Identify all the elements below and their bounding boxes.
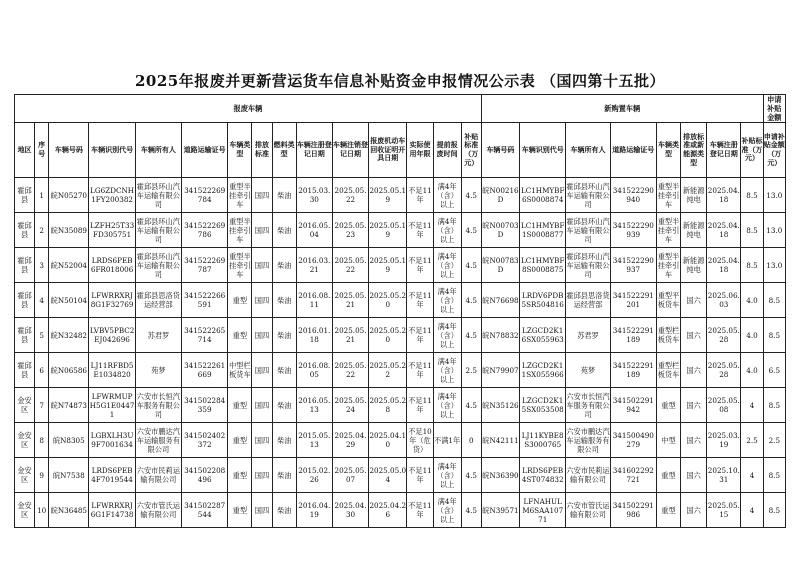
table-cell: 不满1年	[433, 423, 461, 458]
table-cell: 2025.05.15	[707, 493, 741, 528]
table-row	[15, 248, 786, 283]
table-cell: LZGCD2K15SX053508	[520, 388, 566, 423]
table-cell: 皖N35089	[49, 213, 89, 248]
table-cell: 不足11年	[407, 493, 433, 528]
table-row	[15, 178, 786, 213]
table-cell: 2025.04.30	[332, 493, 368, 528]
column-header: 车辆类型	[228, 123, 252, 178]
table-cell: 2025.04.18	[707, 213, 741, 248]
table-cell: 不足11年	[407, 318, 433, 353]
table-row	[15, 283, 786, 318]
table-cell: 满4年（含）以上	[433, 353, 461, 388]
table-cell: 2.5	[461, 353, 481, 388]
table-row	[15, 423, 786, 458]
table-cell: 341522265714	[182, 318, 228, 353]
column-header: 排放标准	[252, 123, 272, 178]
table-cell: 新能源纯电	[681, 248, 707, 283]
table-cell: 341522291189	[610, 318, 656, 353]
table-cell: 341522266591	[182, 283, 228, 318]
table-cell: 341522290937	[610, 248, 656, 283]
table-cell: 2025.05.19	[369, 178, 407, 213]
table-cell: LFWRRXRJ6G1F14738	[89, 493, 135, 528]
table-cell: 4.5	[461, 248, 481, 283]
table-cell: 霍邱县	[15, 353, 35, 388]
table-cell: 六安市民莉运输有限公司	[566, 458, 610, 493]
table-cell: LFWRRXRJ8G1F32769	[89, 283, 135, 318]
table-cell: LJ11RFBD5E1034820	[89, 353, 135, 388]
column-header: 车辆注销登记日期	[332, 123, 368, 178]
table-cell: 重型半挂牵引车	[228, 178, 252, 213]
table-cell: 341502291986	[610, 493, 656, 528]
column-header: 车辆号码	[49, 123, 89, 178]
table-cell: 8.5	[763, 283, 785, 318]
table-cell: 中型	[656, 423, 680, 458]
table-cell: 皖N00783D	[481, 248, 519, 283]
table-cell: LVBV5PBC2EJ042696	[89, 318, 135, 353]
table-cell: LG6ZDCNH1FY200382	[89, 178, 135, 213]
table-cell: 不足11年	[407, 213, 433, 248]
column-header: 车辆类型	[656, 123, 680, 178]
table-cell: 皖N79907	[481, 353, 519, 388]
table-cell: 2025.04.10	[369, 423, 407, 458]
table-cell: 341522291189	[610, 353, 656, 388]
table-cell: 2025.05.28	[369, 388, 407, 423]
table-cell: 金安区	[15, 423, 35, 458]
column-header: 车辆注册登记日期	[296, 123, 332, 178]
table-cell: LFWRMUPH5G1E04471	[89, 388, 135, 423]
table-cell: 8.5	[741, 178, 763, 213]
table-cell: 2025.04.29	[332, 423, 368, 458]
table-cell: 341522269786	[182, 213, 228, 248]
table-cell: 341502402372	[182, 423, 228, 458]
table-cell: 10	[35, 493, 49, 528]
table-cell: 2025.04.26	[369, 493, 407, 528]
table-cell: 霍邱县环山汽车运输有限公司	[135, 248, 181, 283]
table-cell: 7	[35, 388, 49, 423]
table-row	[15, 493, 786, 528]
table-cell: 5	[35, 318, 49, 353]
table-cell: 2016.05.13	[296, 388, 332, 423]
table-cell: 柴油	[272, 178, 296, 213]
table-cell: 4	[741, 458, 763, 493]
table-cell: 中型栏板货车	[228, 353, 252, 388]
table-cell: 2025.06.03	[707, 283, 741, 318]
table-cell: 不足10年（危货）	[407, 423, 433, 458]
table-cell: LRDV6PDB5SR504816	[520, 283, 566, 318]
table-cell: 2016.08.11	[296, 283, 332, 318]
table-cell: 重型半挂牵引车	[656, 248, 680, 283]
table-cell: LZGCD2K16SX055963	[520, 318, 566, 353]
table-cell: 6.5	[763, 353, 785, 388]
table-cell: 不足11年	[407, 248, 433, 283]
table-cell: 重型半挂牵引车	[656, 213, 680, 248]
table-row	[15, 388, 786, 423]
table-cell: LRDS6PEB4ST074832	[520, 458, 566, 493]
table-cell: LC1HMYBF1S0008877	[520, 213, 566, 248]
table-cell: 柴油	[272, 283, 296, 318]
column-header: 车辆号码	[481, 123, 519, 178]
table-cell: 国六	[681, 283, 707, 318]
table-cell: 341522269787	[182, 248, 228, 283]
table-cell: 8.5	[763, 388, 785, 423]
table-cell: 新能源纯电	[681, 213, 707, 248]
table-cell: 重型半挂牵引车	[656, 178, 680, 213]
table-cell: 1	[35, 178, 49, 213]
table-cell: 2025.05.22	[332, 248, 368, 283]
page-title: 2025年报废并更新营运货车信息补贴资金申报情况公示表 （国四第十五批）	[135, 72, 665, 90]
table-cell: 国六	[681, 318, 707, 353]
table-cell: 8.5	[741, 213, 763, 248]
table-cell: 2025.05.28	[707, 353, 741, 388]
table-cell: 苏君罗	[566, 318, 610, 353]
table-cell: 国六	[681, 458, 707, 493]
group-apply: 申请补贴金额	[763, 95, 785, 123]
table-cell: 2025.05.22	[332, 353, 368, 388]
table-cell: 2025.05.28	[707, 318, 741, 353]
table-cell: 0	[461, 423, 481, 458]
group-new: 新购置车辆	[481, 95, 763, 123]
table-cell: 重型	[228, 493, 252, 528]
table-cell: 2025.05.19	[369, 248, 407, 283]
table-cell: 341602292721	[610, 458, 656, 493]
table-cell: 六安市管氏运输有限公司	[135, 493, 181, 528]
column-header: 申请补贴金额（万元）	[763, 123, 785, 178]
table-cell: 341502208496	[182, 458, 228, 493]
table-cell: 霍邱县环山汽车运输有限公司	[566, 178, 610, 213]
table-row	[15, 458, 786, 493]
table-cell: 2.5	[763, 423, 785, 458]
table-cell: 4.0	[741, 353, 763, 388]
table-cell: 2015.05.13	[296, 423, 332, 458]
table-cell: 重型	[228, 388, 252, 423]
table-cell: LC1HMYBF8S0008875	[520, 248, 566, 283]
table-cell: 2025.04.18	[707, 248, 741, 283]
table-cell: 2025.04.18	[707, 178, 741, 213]
table-cell: 苑梦	[135, 353, 181, 388]
table-cell: 2025.05.22	[369, 353, 407, 388]
table-cell: 六安市长恒汽车服务有限公司	[135, 388, 181, 423]
table-cell: 6	[35, 353, 49, 388]
table-cell: 国四	[252, 248, 272, 283]
table-cell: 皖N50104	[49, 283, 89, 318]
column-header: 车辆识别代号	[520, 123, 566, 178]
table-cell: 金安区	[15, 493, 35, 528]
table-cell: 4.5	[461, 283, 481, 318]
table-cell: 霍邱县环山汽车运输有限公司	[566, 213, 610, 248]
column-header: 补贴标准（万元）	[461, 123, 481, 178]
table-cell: 满4年（含）以上	[433, 318, 461, 353]
table-cell: 341502287544	[182, 493, 228, 528]
table-cell: 皖N42111	[481, 423, 519, 458]
table-cell: 满4年（含）以上	[433, 493, 461, 528]
table-cell: LZGCD2K11SX055966	[520, 353, 566, 388]
table-cell: 重型	[228, 318, 252, 353]
group-scrapped: 报废车辆	[15, 95, 482, 123]
table-cell: 2025.05.24	[332, 388, 368, 423]
table-cell: 满4年（含）以上	[433, 388, 461, 423]
table-cell: 皖N39571	[481, 493, 519, 528]
table-row	[15, 318, 786, 353]
column-header: 序号	[35, 123, 49, 178]
table-cell: 4	[741, 493, 763, 528]
table-cell: 六安市民莉运输有限公司	[135, 458, 181, 493]
table-cell: 国六	[681, 388, 707, 423]
table-cell: 皖N05270	[49, 178, 89, 213]
table-cell: 六安市鹏达汽车运输服务有限公司	[566, 423, 610, 458]
table-cell: 苏君罗	[135, 318, 181, 353]
column-header: 提前报废时间	[433, 123, 461, 178]
table-cell: 柴油	[272, 318, 296, 353]
table-cell: 霍邱县	[15, 283, 35, 318]
table-cell: 341522269784	[182, 178, 228, 213]
table-cell: 2016.03.21	[296, 248, 332, 283]
table-cell: 341502291942	[610, 388, 656, 423]
table-cell: 9	[35, 458, 49, 493]
table-cell: LJ11KYBE8S3000765	[520, 423, 566, 458]
table-cell: 4	[741, 388, 763, 423]
table-cell: 重型栏板货车	[656, 318, 680, 353]
table-cell: 2025.10.31	[707, 458, 741, 493]
subsidy-table	[14, 94, 786, 528]
table-cell: 4.5	[461, 318, 481, 353]
table-cell: 柴油	[272, 388, 296, 423]
table-cell: 2016.05.04	[296, 213, 332, 248]
table-cell: LFNAHULM6SAA10771	[520, 493, 566, 528]
table-cell: 不足11年	[407, 178, 433, 213]
table-cell: 4.5	[461, 213, 481, 248]
table-cell: 满4年（含）以上	[433, 283, 461, 318]
table-cell: 2025.05.04	[369, 458, 407, 493]
table-cell: 皖N76698	[481, 283, 519, 318]
table-cell: 皖N32482	[49, 318, 89, 353]
table-cell: 2016.04.19	[296, 493, 332, 528]
table-cell: 六安市鹏达汽车运输服务有限公司	[135, 423, 181, 458]
table-cell: 13.0	[763, 178, 785, 213]
table-cell: 国四	[252, 458, 272, 493]
table-cell: 满4年（含）以上	[433, 248, 461, 283]
table-cell: 柴油	[272, 353, 296, 388]
table-cell: 4.5	[461, 458, 481, 493]
table-cell: 柴油	[272, 423, 296, 458]
table-cell: 2025.05.07	[332, 458, 368, 493]
table-cell: 霍邱县	[15, 318, 35, 353]
column-header: 燃料类型	[272, 123, 296, 178]
table-cell: 皖N00703D	[481, 213, 519, 248]
table-cell: 8.5	[763, 318, 785, 353]
table-cell: 341502284359	[182, 388, 228, 423]
column-header: 车辆注册登记日期	[707, 123, 741, 178]
table-cell: 8.5	[763, 458, 785, 493]
table-cell: 4.5	[461, 493, 481, 528]
column-header: 车辆所有人	[135, 123, 181, 178]
table-cell: 满4年（含）以上	[433, 458, 461, 493]
table-cell: 柴油	[272, 213, 296, 248]
table-cell: 2025.05.08	[707, 388, 741, 423]
table-cell: 重型平板货车	[656, 283, 680, 318]
table-cell: 满4年（含）以上	[433, 178, 461, 213]
table-cell: 2025.05.20	[369, 318, 407, 353]
table-cell: 重型栏板货车	[656, 353, 680, 388]
table-cell: 2	[35, 213, 49, 248]
table-cell: 霍邱县	[15, 248, 35, 283]
table-cell: 霍邱县环山汽车运输有限公司	[135, 178, 181, 213]
column-header: 道路运输证号	[610, 123, 656, 178]
table-cell: 皖N8305	[49, 423, 89, 458]
table-cell: 霍邱县思洛货运经营部	[135, 283, 181, 318]
table-cell: 皖N74873	[49, 388, 89, 423]
table-cell: 2025.05.22	[332, 178, 368, 213]
table-cell: 13.0	[763, 213, 785, 248]
column-header: 车辆所有人	[566, 123, 610, 178]
table-cell: 2025.05.20	[369, 283, 407, 318]
table-cell: 霍邱县	[15, 213, 35, 248]
table-cell: LRDS6PEB4F7019544	[89, 458, 135, 493]
column-header: 补贴标准（万元）	[741, 123, 763, 178]
table-cell: 皖N36485	[49, 493, 89, 528]
table-cell: 国四	[252, 388, 272, 423]
table-cell: 2025.05.21	[332, 283, 368, 318]
table-cell: 皖N06586	[49, 353, 89, 388]
table-cell: 不足11年	[407, 388, 433, 423]
table-cell: 4	[35, 283, 49, 318]
table-cell: 国四	[252, 493, 272, 528]
table-cell: 2016.01.18	[296, 318, 332, 353]
table-cell: LC1HMYBF6S0008874	[520, 178, 566, 213]
table-cell: 重型	[656, 493, 680, 528]
column-header: 报废机动车回收证明开具日期	[369, 123, 407, 178]
table-cell: 柴油	[272, 248, 296, 283]
table-cell: 国六	[681, 353, 707, 388]
table-cell: 13.0	[763, 248, 785, 283]
table-cell: 2016.08.05	[296, 353, 332, 388]
table-cell: 8.5	[741, 248, 763, 283]
table-cell: 国四	[252, 423, 272, 458]
table-cell: 4.0	[741, 318, 763, 353]
table-cell: 满4年（含）以上	[433, 213, 461, 248]
table-cell: 不足11年	[407, 283, 433, 318]
table-cell: 8.5	[763, 493, 785, 528]
table-cell: 2025.05.23	[332, 213, 368, 248]
column-header: 道路运输证号	[182, 123, 228, 178]
table-cell: 2025.05.21	[332, 318, 368, 353]
table-row	[15, 353, 786, 388]
table-cell: 不足11年	[407, 353, 433, 388]
table-cell: 341500490279	[610, 423, 656, 458]
table-cell: 国六	[681, 493, 707, 528]
table-cell: 341522261669	[182, 353, 228, 388]
table-cell: 金安区	[15, 458, 35, 493]
table-cell: 4.5	[461, 388, 481, 423]
table-cell: 341522290940	[610, 178, 656, 213]
table-cell: 重型	[228, 458, 252, 493]
table-cell: 皖N00216D	[481, 178, 519, 213]
table-cell: 柴油	[272, 493, 296, 528]
table-cell: 六安市管氏运输有限公司	[566, 493, 610, 528]
table-cell: 8	[35, 423, 49, 458]
column-header: 地区	[15, 123, 35, 178]
table-cell: 皖N78832	[481, 318, 519, 353]
table-cell: 国四	[252, 318, 272, 353]
table-cell: 皖N7538	[49, 458, 89, 493]
table-cell: 皖N52004	[49, 248, 89, 283]
table-cell: 4.5	[461, 178, 481, 213]
table-row	[15, 213, 786, 248]
table-cell: 皖N36390	[481, 458, 519, 493]
table-cell: 国四	[252, 353, 272, 388]
table-cell: 2015.03.30	[296, 178, 332, 213]
table-cell: 2015.02.26	[296, 458, 332, 493]
table-cell: 金安区	[15, 388, 35, 423]
table-cell: 霍邱县思洛货运经营部	[566, 283, 610, 318]
table-cell: 341522290939	[610, 213, 656, 248]
table-cell: 新能源纯电	[681, 178, 707, 213]
table-cell: 霍邱县	[15, 178, 35, 213]
table-cell: 柴油	[272, 458, 296, 493]
table-cell: 2025.03.19	[707, 423, 741, 458]
table-cell: 国四	[252, 178, 272, 213]
table-cell: 国六	[681, 423, 707, 458]
table-cell: 国四	[252, 283, 272, 318]
table-cell: 重型	[656, 388, 680, 423]
table-cell: 皖N35126	[481, 388, 519, 423]
table-cell: 苑梦	[566, 353, 610, 388]
table-cell: LZFH25T33FD305751	[89, 213, 135, 248]
table-cell: 六安市长恒汽车服务有限公司	[566, 388, 610, 423]
column-header: 排放标准或新能源类型	[681, 123, 707, 178]
table-cell: 4.0	[741, 283, 763, 318]
table-cell: LGBXLH3U9F7001634	[89, 423, 135, 458]
table-cell: 重型半挂牵引车	[228, 213, 252, 248]
table-cell: LRDS6PEB6FR018006	[89, 248, 135, 283]
table-cell: 3	[35, 248, 49, 283]
table-cell: 重型	[228, 423, 252, 458]
table-cell: 2025.05.19	[369, 213, 407, 248]
column-header: 实际使用年限	[407, 123, 433, 178]
table-cell: 霍邱县环山汽车运输有限公司	[566, 248, 610, 283]
table-cell: 重型半挂牵引车	[228, 248, 252, 283]
table-cell: 不足11年	[407, 458, 433, 493]
column-header: 车辆识别代号	[89, 123, 135, 178]
table-cell: 重型	[656, 458, 680, 493]
table-cell: 2.5	[741, 423, 763, 458]
table-cell: 霍邱县环山汽车运输有限公司	[135, 213, 181, 248]
table-cell: 重型	[228, 283, 252, 318]
table-cell: 341522291201	[610, 283, 656, 318]
table-cell: 国四	[252, 213, 272, 248]
